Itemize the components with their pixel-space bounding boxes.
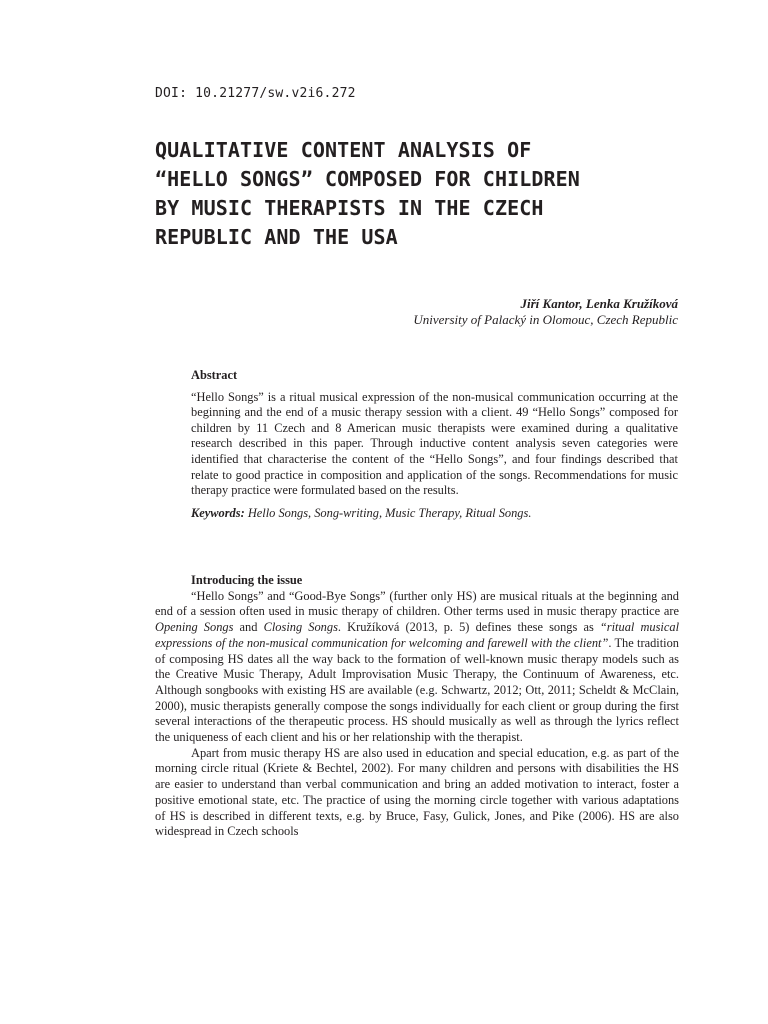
title-line: REPUBLIC AND THE USA: [155, 225, 398, 249]
abstract-text: “Hello Songs” is a ritual musical expression of the non-musical communication occurring at the beginning and the end of a music therapy session with a client. 49 “Hello Songs” composed for children by 11 Czech and 8 American music therapists were examined during a qualitative research described in this paper. Through inductive content analysis seven categories were identified that characterise the content of the “Hello Songs”, and four findings described that relate to good practice in composition and application of the songs. Recommendations for music therapy practice were formulated based on the results.: [191, 389, 678, 498]
abstract-heading: Abstract: [191, 368, 238, 382]
doi: DOI: 10.21277/sw.v2i6.272: [155, 86, 356, 101]
paragraph-text: . Kružíková (2013, p. 5) defines these songs as: [337, 620, 600, 635]
term-closing-songs: Closing Songs: [263, 620, 338, 635]
title-line: BY MUSIC THERAPISTS IN THE CZECH: [155, 196, 544, 220]
paragraph-text: . The tradition of composing HS dates all the way back to the formation of well-known music therapy models such as the Creative Music Therapy, Adult Improvisation Music Therapy, the Continuum of Awareness, etc. Although songbooks with existing HS are available (e.g. Schwartz, 2012; Ott, 2011; Scheldt & McClain, 2000), music therapists generally compose the songs individually for each client or group during the first several interactions of the therapeutic process. HS should musically as well as through the lyrics reflect the uniqueness of each client and his or her relationship with the therapist.: [155, 635, 679, 745]
keywords: [191, 506, 678, 522]
term-opening-songs: Opening Songs: [155, 620, 234, 635]
paragraph: Apart from music therapy HS are also used in education and special education, e.g. as part of the morning circle ritual (Kriete & Bechtel, 2002). For many children and persons with disabilities the HS are easier to understand than verbal communication and bring an added motivation to interact, foster a positive emotional state, etc. The practice of using the morning circle together with various adaptations of HS is described in different texts, e.g. by Bruce, Fasy, Gulick, Jones, and Pike (2006). HS are also widespread in Czech schools: [155, 745, 679, 839]
section-heading: Introducing the issue: [191, 573, 303, 587]
keywords-list: Hello Songs, Song-writing, Music Therapy, Ritual Songs.: [247, 505, 532, 520]
paper-title: [155, 136, 695, 252]
author-affiliation: University of Palacký in Olomouc, Czech Republic: [413, 312, 678, 327]
paragraph-text: “Hello Songs” and “Good-Bye Songs” (further only HS) are musical rituals at the beginning and end of a session often used in music therapy of children. Other terms used in music therapy practice are: [155, 588, 679, 619]
paragraph: [155, 589, 679, 746]
title-line: “HELLO SONGS” COMPOSED FOR CHILDREN: [155, 167, 580, 191]
title-line: QUALITATIVE CONTENT ANALYSIS OF: [155, 138, 532, 162]
paragraph-text: and: [233, 620, 264, 635]
definition-quote: “ritual musical expressions of the non-musical communication for welcoming and farewell with the client”: [155, 620, 680, 650]
body-section: [155, 573, 679, 840]
author-names: Jiří Kantor, Lenka Kružíková: [520, 296, 678, 311]
keywords-label: Keywords:: [191, 505, 245, 520]
author-block: [413, 296, 678, 328]
abstract: [191, 368, 678, 521]
